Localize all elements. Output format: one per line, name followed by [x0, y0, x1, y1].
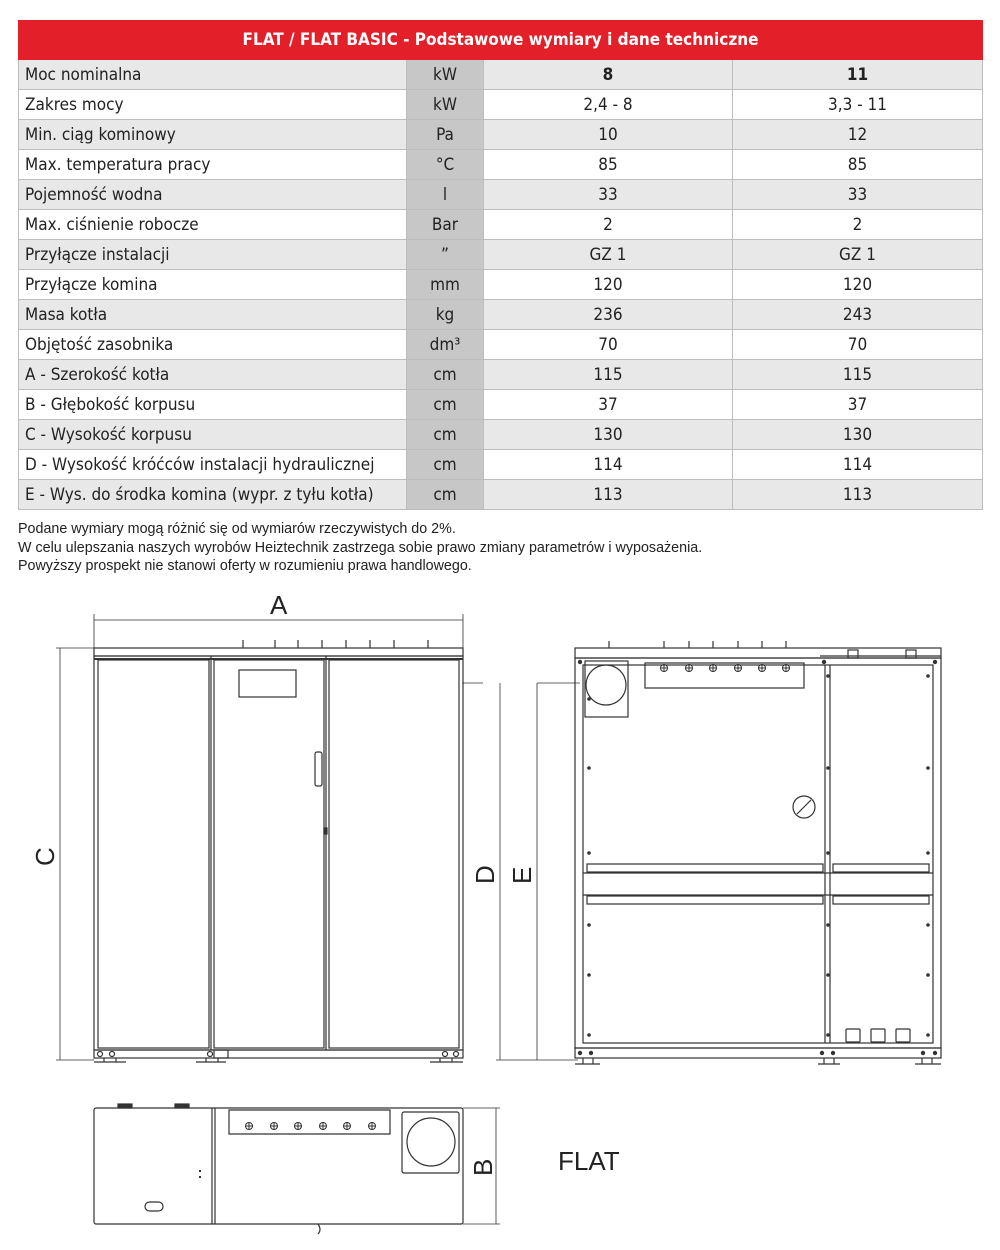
row-unit: cm: [407, 450, 484, 480]
row-label: Pojemność wodna: [19, 180, 407, 210]
row-value-11kw: 85: [733, 150, 983, 180]
row-value-8kw: 85: [484, 150, 733, 180]
row-unit: dm³: [407, 330, 484, 360]
row-value-11kw: 120: [733, 270, 983, 300]
row-value-11kw: 37: [733, 390, 983, 420]
row-value-8kw: 2,4 - 8: [484, 90, 733, 120]
row-label: C - Wysokość korpusu: [19, 420, 407, 450]
row-value-8kw: 70: [484, 330, 733, 360]
row-label: Przyłącze instalacji: [19, 240, 407, 270]
row-value-11kw: 11: [733, 60, 983, 90]
row-label: Max. ciśnienie robocze: [19, 210, 407, 240]
row-unit: Pa: [407, 120, 484, 150]
top-view: [94, 1104, 500, 1234]
row-value-11kw: GZ 1: [733, 240, 983, 270]
row-value-8kw: 115: [484, 360, 733, 390]
dimension-label-b: B: [468, 1158, 498, 1176]
row-label: A - Szerokość kotła: [19, 360, 407, 390]
dimension-label-e: E: [507, 866, 537, 884]
row-value-11kw: 243: [733, 300, 983, 330]
row-unit: kW: [407, 90, 484, 120]
row-unit: Bar: [407, 210, 484, 240]
row-label: Max. temperatura pracy: [19, 150, 407, 180]
row-label: Min. ciąg kominowy: [19, 120, 407, 150]
row-value-8kw: 114: [484, 450, 733, 480]
dimension-label-d: D: [470, 865, 500, 884]
row-unit: mm: [407, 270, 484, 300]
row-value-8kw: GZ 1: [484, 240, 733, 270]
row-value-8kw: 10: [484, 120, 733, 150]
note-line: W celu ulepszania naszych wyrobów Heiztechnik zastrzega sobie prawo zmiany parametrów i wyposażenia.: [18, 539, 703, 556]
row-value-11kw: 33: [733, 180, 983, 210]
row-label: D - Wysokość króćców instalacji hydraulicznej: [19, 450, 407, 480]
row-value-8kw: 37: [484, 390, 733, 420]
row-unit: cm: [407, 480, 484, 510]
row-value-8kw: 8: [484, 60, 733, 90]
row-label: Masa kotła: [19, 300, 407, 330]
row-unit: l: [407, 180, 484, 210]
rear-view: [462, 641, 941, 1064]
note-line: Powyższy prospekt nie stanowi oferty w rozumieniu prawa handlowego.: [18, 558, 472, 574]
row-unit: kg: [407, 300, 484, 330]
row-value-8kw: 2: [484, 210, 733, 240]
note-line: Podane wymiary mogą różnić się od wymiarów rzeczywistych do 2%.: [18, 521, 456, 537]
row-label: Moc nominalna: [19, 60, 407, 90]
row-value-8kw: 236: [484, 300, 733, 330]
table-title: FLAT / FLAT BASIC - Podstawowe wymiary i dane techniczne: [19, 21, 983, 60]
row-value-8kw: 120: [484, 270, 733, 300]
row-value-8kw: 130: [484, 420, 733, 450]
front-view: [56, 614, 463, 1062]
row-unit: kW: [407, 60, 484, 90]
row-unit: °C: [407, 150, 484, 180]
row-label: E - Wys. do środka komina (wypr. z tyłu kotła): [19, 480, 407, 510]
row-unit: ”: [407, 240, 484, 270]
row-value-8kw: 33: [484, 180, 733, 210]
row-value-11kw: 113: [733, 480, 983, 510]
row-value-8kw: 113: [484, 480, 733, 510]
row-unit: cm: [407, 390, 484, 420]
row-label: Zakres mocy: [19, 90, 407, 120]
rear-view-bolts: [578, 660, 937, 1055]
row-value-11kw: 12: [733, 120, 983, 150]
row-label: Objętość zasobnika: [19, 330, 407, 360]
row-unit: cm: [407, 420, 484, 450]
row-value-11kw: 115: [733, 360, 983, 390]
row-value-11kw: 114: [733, 450, 983, 480]
row-value-11kw: 2: [733, 210, 983, 240]
row-value-11kw: 3,3 - 11: [733, 90, 983, 120]
dimension-label-c: C: [30, 847, 60, 866]
row-value-11kw: 130: [733, 420, 983, 450]
row-value-11kw: 70: [733, 330, 983, 360]
row-label: Przyłącze komina: [19, 270, 407, 300]
row-label: B - Głębokość korpusu: [19, 390, 407, 420]
row-unit: cm: [407, 360, 484, 390]
model-name-label: FLAT: [558, 1146, 620, 1176]
dimension-label-a: A: [270, 590, 288, 620]
